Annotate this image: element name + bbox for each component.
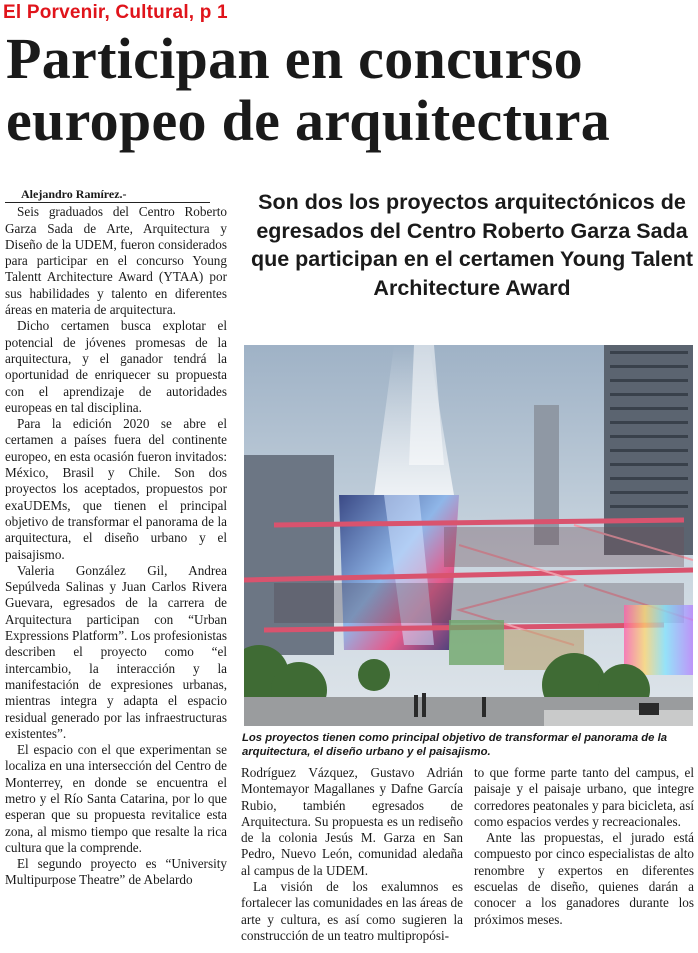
source-tag: El Porvenir, Cultural, p 1 xyxy=(3,2,228,23)
article-column-2 xyxy=(241,765,463,944)
paragraph: Valeria González Gil, Andrea Sepúlveda Salinas y Juan Carlos Rivera Guevara, egresados de la carrera de Arquitectura participan con “Urban Expressions Platform”. Los profesionistas describen el proyecto como “el intercambio, la interacción y la manifestación de expresiones urbanas, mientras integra y adapta el espacio residual generado por las infraestructuras existentes”. xyxy=(5,562,227,741)
architecture-rendering-photo xyxy=(244,345,693,726)
headline xyxy=(6,28,696,152)
article-column-1 xyxy=(5,186,227,889)
paragraph: La visión de los exalumnos es fortalecer las comunidades en las áreas de arte y cultura, es así como sugieren la construcción de un teatro multipropósi- xyxy=(241,879,463,943)
paragraph: Dicho certamen busca explotar el potencial de jóvenes promesas de la arquitectura, y el ganador tendrá la oportunidad de enriquecer su propuesta con el aprendizaje de autoridades europeas en tal disciplina. xyxy=(5,318,227,415)
paragraph: Ante las propuestas, el jurado está compuesto por cinco especialistas de alto renombre y expertos en diferentes escuelas de diseño, quienes darán a conocer a los ganadores durante los próximos meses. xyxy=(474,830,694,927)
paragraph: El espacio con el que experimentan se localiza en una intersección del Centro de Monterrey, en donde se encuentra el metro y el Río Santa Catarina, por lo que esperan que su propuesta revitalice esta zona, al mismo tiempo que resalte la rica cultura que la comprende. xyxy=(5,742,227,855)
byline: Alejandro Ramírez.- xyxy=(5,186,210,203)
article-column-3 xyxy=(474,765,694,928)
paragraph: to que forme parte tanto del campus, el paisaje y el paisaje urbano, que integre corredores peatonales y para bicicleta, así como espacios verdes y recreacionales. xyxy=(474,765,694,829)
subheadline: Son dos los proyectos arquitectónicos de egresados del Centro Roberto Garza Sada que participan en el certamen Young Talent Architecture Award xyxy=(250,190,694,300)
paragraph: El segundo proyecto es “University Multipurpose Theatre” de Abelardo xyxy=(5,856,227,888)
headline-line-1: Participan en concurso xyxy=(6,26,583,91)
paragraph: Para la edición 2020 se abre el certamen a países fuera del continente europeo, en esta ocasión fueron invitados: México, Brasil y Chile. Son dos proyectos los aceptados, propuestos por exaUDEMs, que tienen el principal objetivo de transformar el panorama de la arquitectura, el diseño urbano y el paisajismo. xyxy=(5,416,227,562)
paragraph: Seis graduados del Centro Roberto Garza Sada de Arte, Arquitectura y Diseño de la UDEM, fueron considerados para participar en el concurso Young Talentt Architecture Award (YTAA) por sus habilidades y talento en diferentes áreas en materia de arquitectura. xyxy=(5,204,227,318)
photo-caption: Los proyectos tienen como principal objetivo de transformar el panorama de la arquitectura, el diseño urbano y el paisajismo. xyxy=(242,732,667,758)
headline-line-2: europeo de arquitectura xyxy=(6,88,611,153)
paragraph: Rodríguez Vázquez, Gustavo Adrián Montemayor Magallanes y Dafne García Rubio, también egresados de Arquitectura. Su propuesta es un rediseño de la colonia Jesús M. Garza en San Pedro, Nuevo León, comunidad aledaña al campus de la UDEM. xyxy=(241,765,463,878)
